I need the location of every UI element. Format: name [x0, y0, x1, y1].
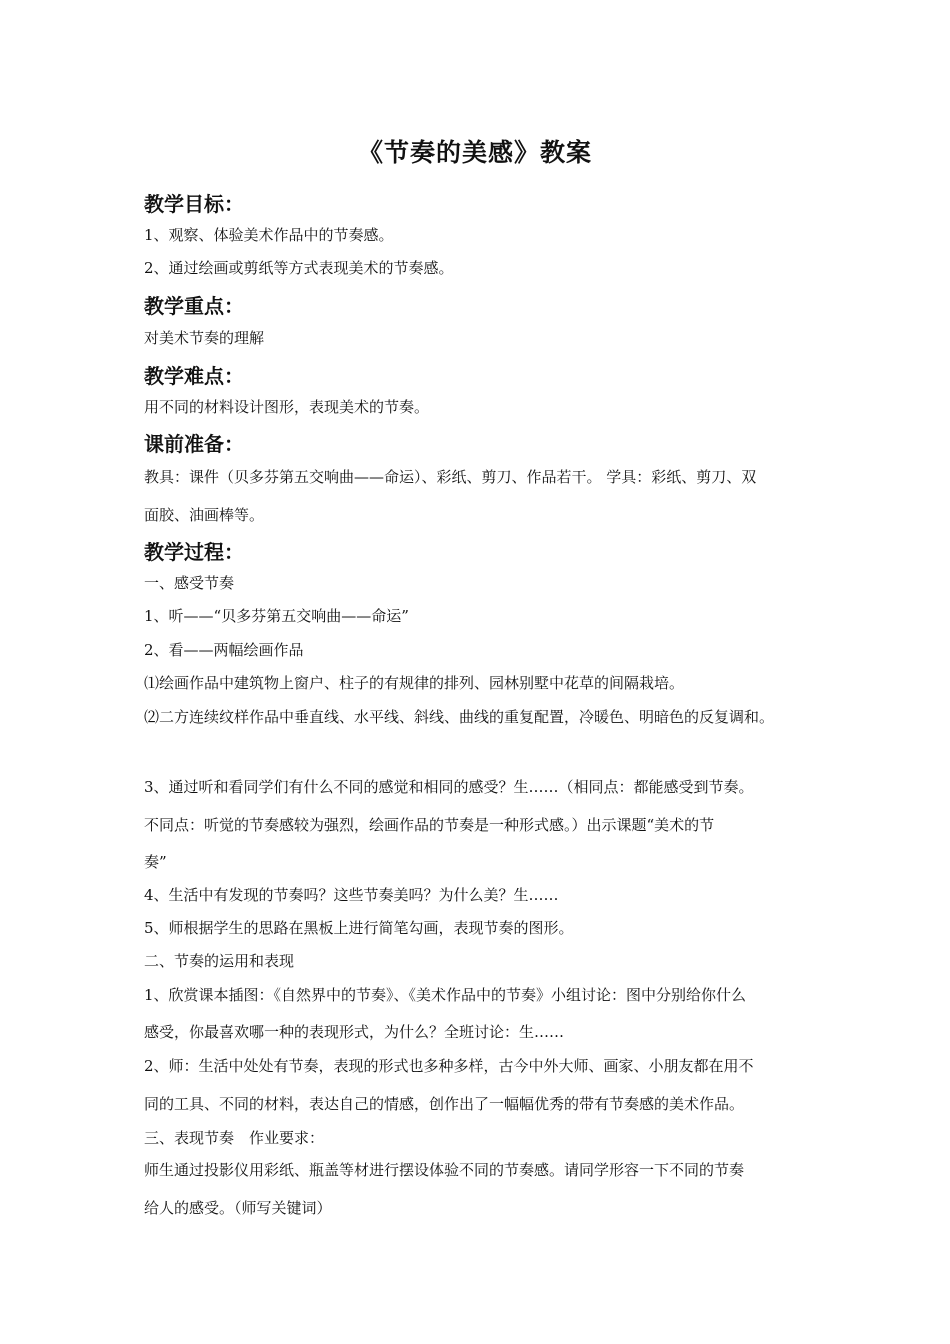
process-line-6: 3、通过听和看同学们有什么不同的感觉和相同的感受？生……（相同点：都能感受到节奏。 [144, 778, 754, 796]
process-line-13: 感受，你最喜欢哪一种的表现形式，为什么？全班讨论：生…… [144, 1023, 565, 1041]
difficulties-line-1: 用不同的材料设计图形，表现美术的节奏。 [144, 398, 430, 416]
process-line-11: 二、节奏的运用和表现 [144, 952, 295, 970]
process-line-7: 不同点：听觉的节奏感较为强烈，绘画作品的节奏是一种形式感。）出示课题“美术的节 [144, 816, 715, 834]
process-line-9: 4、生活中有发现的节奏吗？这些节奏美吗？为什么美？生…… [144, 886, 559, 904]
process-line-17: 师生通过投影仪用彩纸、瓶盖等材进行摆设体验不同的节奏感。请同学形容一下不同的节奏 [144, 1161, 745, 1179]
preparation-line-2: 面胶、油画棒等。 [144, 506, 265, 524]
process-line-1: 一、感受节奏 [144, 574, 235, 592]
process-line-14: 2、师：生活中处处有节奏，表现的形式也多种多样，古今中外大师、画家、小朋友都在用不 [144, 1057, 754, 1075]
process-heading: 教学过程： [144, 540, 244, 564]
preparation-line-1: 教具：课件（贝多芬第五交响曲——命运）、彩纸、剪刀、作品若干。 学具：彩纸、剪刀、双 [144, 468, 757, 486]
process-line-15: 同的工具、不同的材料，表达自己的情感，创作出了一幅幅优秀的带有节奏感的美术作品。 [144, 1095, 745, 1113]
process-line-8: 奏” [144, 853, 167, 871]
process-line-18: 给人的感受。（师写关键词） [144, 1199, 332, 1217]
process-line-5: ⑵二方连续纹样作品中垂直线、水平线、斜线、曲线的重复配置，冷暖色、明暗色的反复调和。 [144, 708, 775, 726]
process-line-12: 1、欣赏课本插图：《自然界中的节奏》、《美术作品中的节奏》小组讨论：图中分别给你什么 [144, 986, 747, 1004]
process-line-16: 三、表现节奏 作业要求： [144, 1129, 325, 1147]
process-line-10: 5、师根据学生的思路在黑板上进行简笔勾画，表现节奏的图形。 [144, 919, 574, 937]
process-line-2: 1、听——“贝多芬第五交响曲——命运” [144, 607, 409, 625]
document-title: 《节奏的美感》教案 [357, 138, 592, 167]
process-line-4: ⑴绘画作品中建筑物上窗户、柱子的有规律的排列、园林别墅中花草的间隔栽培。 [144, 674, 685, 692]
key-points-line-1: 对美术节奏的理解 [144, 329, 265, 347]
objectives-line-1: 1、观察、体验美术作品中的节奏感。 [144, 226, 394, 244]
objectives-heading: 教学目标： [144, 192, 244, 216]
process-line-3: 2、看——两幅绘画作品 [144, 641, 304, 659]
key-points-heading: 教学重点： [144, 294, 244, 318]
preparation-heading: 课前准备： [144, 432, 244, 456]
objectives-line-2: 2、通过绘画或剪纸等方式表现美术的节奏感。 [144, 259, 454, 277]
difficulties-heading: 教学难点： [144, 364, 244, 388]
